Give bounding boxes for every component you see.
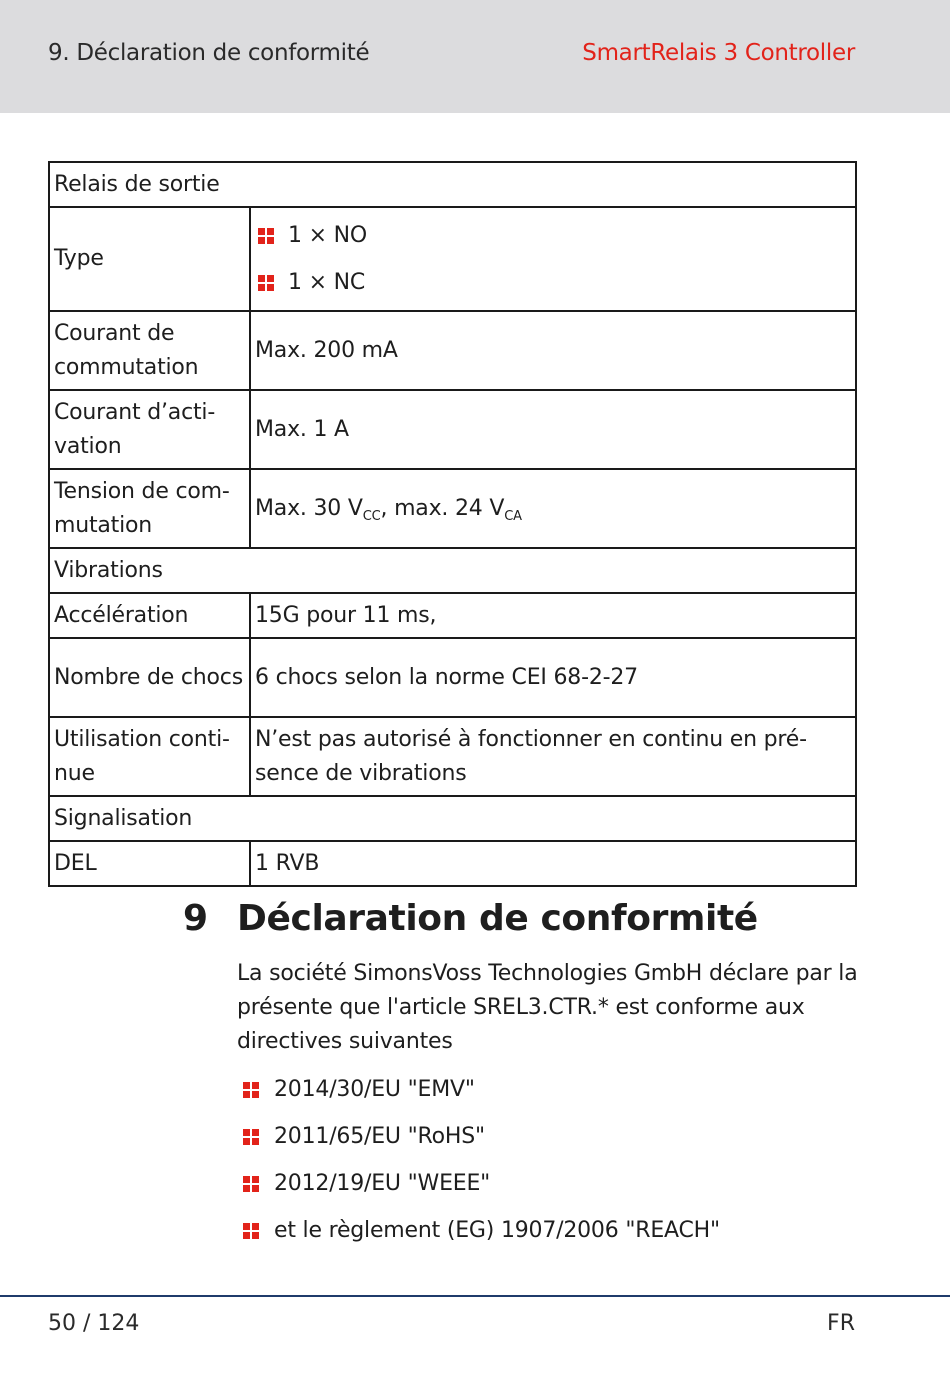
list-item <box>251 212 855 259</box>
table-row <box>49 207 856 311</box>
led-value: 1 RVB <box>250 841 856 886</box>
table-row <box>49 311 856 390</box>
section-number: 9 <box>183 898 208 939</box>
table-row <box>49 390 856 469</box>
table-row <box>49 593 856 638</box>
directive-list <box>237 1066 720 1254</box>
four-squares-bullet-icon <box>243 1082 259 1098</box>
directive-rohs: 2011/65/EU "RoHS" <box>274 1124 485 1149</box>
table-row <box>49 841 856 886</box>
type-value-no: 1 × NO <box>288 222 367 248</box>
list-item <box>237 1066 720 1113</box>
section-title: Déclaration de conformité <box>237 898 758 939</box>
declaration-paragraph: La société SimonsVoss Technologies GmbH déclare par la présente que l'article SREL3.CTR.* est conforme aux directives suivantes <box>237 961 858 1054</box>
continuous-use-value: N’est pas autorisé à fonctionner en continu en présence de vibrations <box>250 717 856 796</box>
four-squares-bullet-icon <box>243 1223 259 1239</box>
language-code: FR <box>827 1311 855 1336</box>
page-number: 50 / 124 <box>48 1311 140 1336</box>
four-squares-bullet-icon <box>258 228 274 244</box>
output-relay-heading: Relais de sortie <box>49 162 856 207</box>
voltage-prefix: Max. 30 V <box>255 495 363 521</box>
directive-reach: et le règlement (EG) 1907/2006 "REACH" <box>274 1218 720 1243</box>
four-squares-bullet-icon <box>243 1129 259 1145</box>
table-row <box>49 469 856 548</box>
table-row <box>49 162 856 207</box>
type-values <box>250 207 856 311</box>
acceleration-value: 15G pour 11 ms, <box>250 593 856 638</box>
directive-emv: 2014/30/EU "EMV" <box>274 1077 475 1102</box>
spec-table <box>48 161 857 887</box>
shocks-label: Nombre de chocs <box>49 638 250 717</box>
footer-divider <box>0 1295 950 1297</box>
page-header <box>0 0 950 113</box>
table-row <box>49 548 856 593</box>
list-item <box>237 1160 720 1207</box>
acceleration-label: Accélération <box>49 593 250 638</box>
directive-weee: 2012/19/EU "WEEE" <box>274 1171 491 1196</box>
four-squares-bullet-icon <box>243 1176 259 1192</box>
header-section-title: 9. Déclaration de conformité <box>48 40 370 66</box>
shocks-value: 6 chocs selon la norme CEI 68-2-27 <box>250 638 856 717</box>
table-row <box>49 717 856 796</box>
table-row <box>49 796 856 841</box>
signalling-heading: Signalisation <box>49 796 856 841</box>
led-label: DEL <box>49 841 250 886</box>
activation-current-value: Max. 1 A <box>250 390 856 469</box>
list-item <box>237 1113 720 1160</box>
table-row <box>49 638 856 717</box>
switching-current-value: Max. 200 mA <box>250 311 856 390</box>
list-item <box>237 1207 720 1254</box>
header-product-name: SmartRelais 3 Controller <box>582 40 855 66</box>
activation-current-label: Courant d’activation <box>49 390 250 469</box>
switching-current-label: Courant de commutation <box>49 311 250 390</box>
section-heading <box>183 898 758 939</box>
switching-voltage-label: Tension de commutation <box>49 469 250 548</box>
four-squares-bullet-icon <box>258 275 274 291</box>
voltage-mid: , max. 24 V <box>380 495 505 521</box>
vibrations-heading: Vibrations <box>49 548 856 593</box>
voltage-ac-subscript: CA <box>504 508 522 524</box>
voltage-dc-subscript: CC <box>362 508 381 524</box>
continuous-use-label: Utilisation continue <box>49 717 250 796</box>
switching-voltage-value <box>250 469 856 548</box>
type-value-nc: 1 × NC <box>288 269 366 295</box>
list-item <box>251 259 855 306</box>
type-label: Type <box>49 207 250 311</box>
